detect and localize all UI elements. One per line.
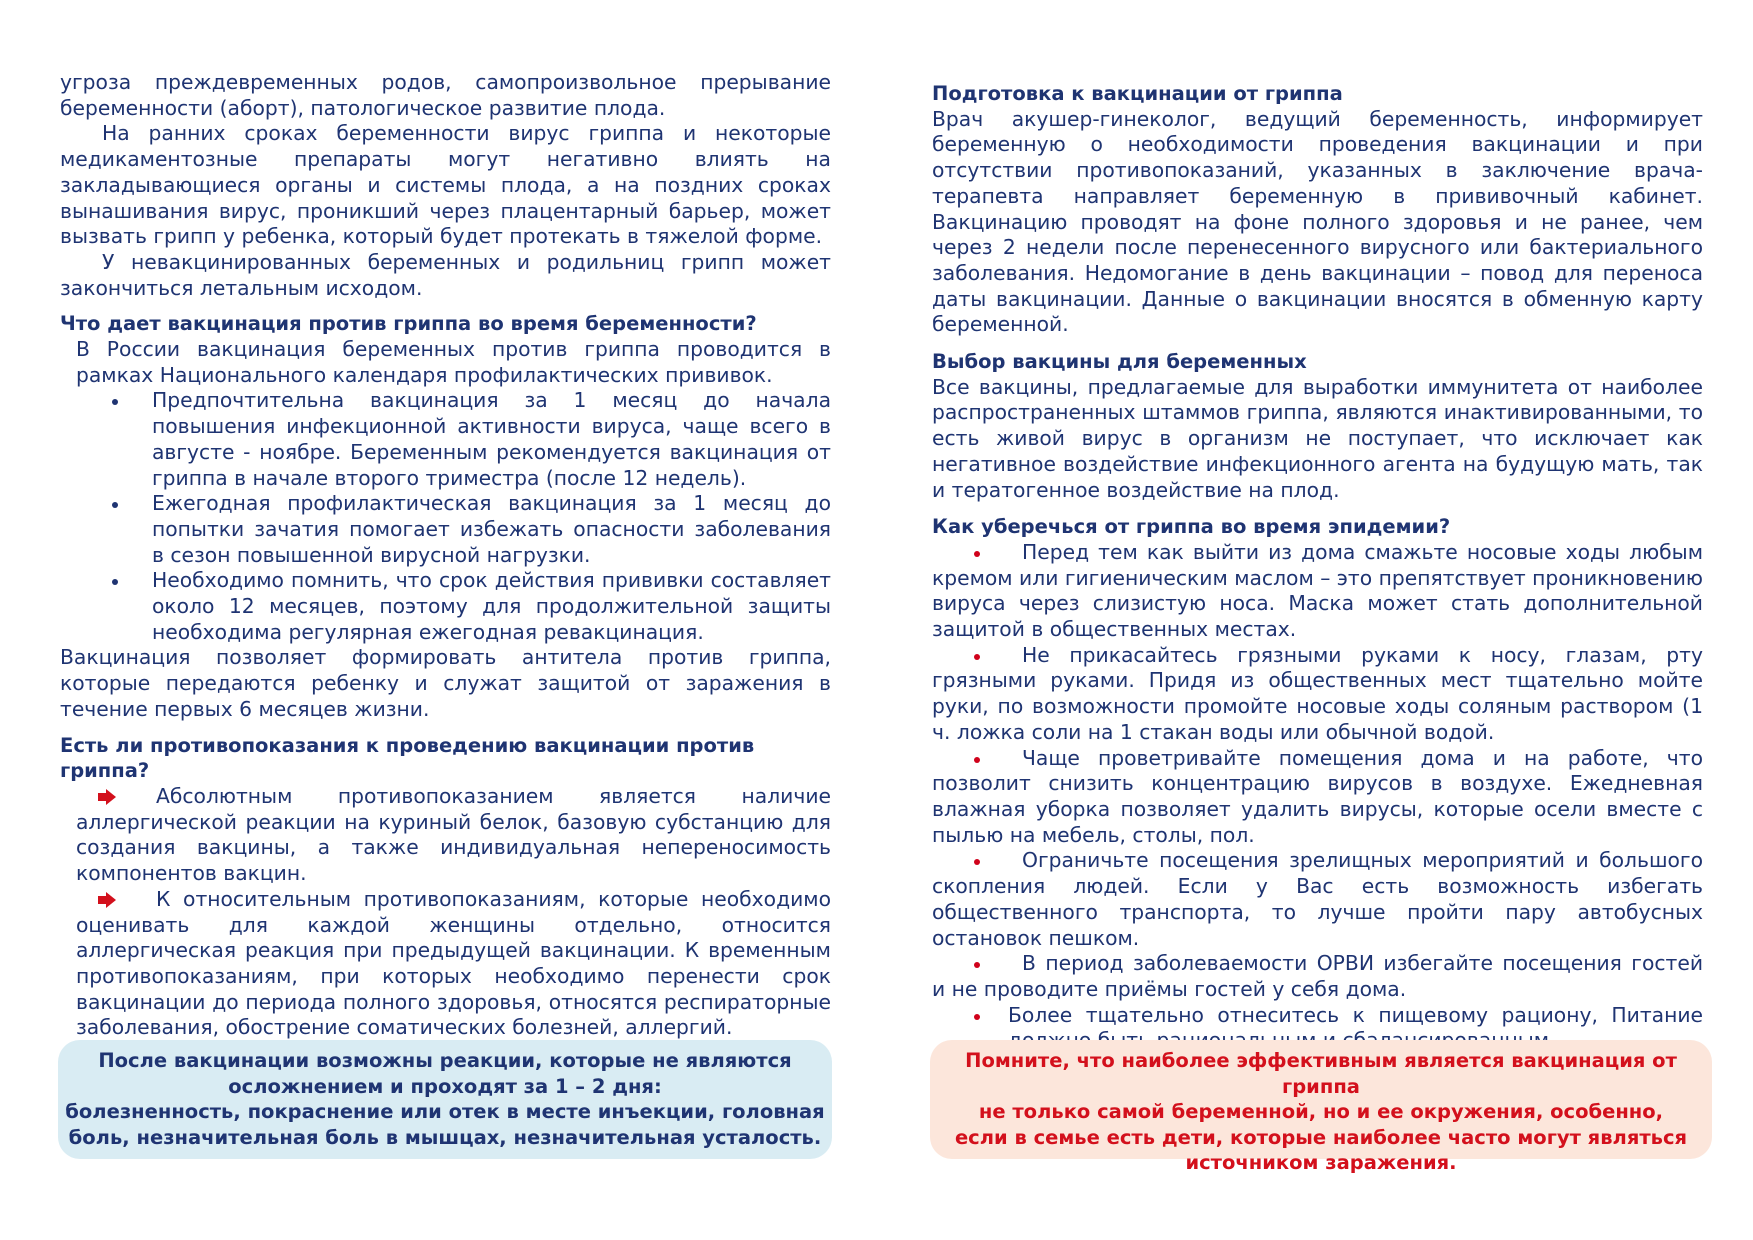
arrow-right-icon [98, 789, 116, 805]
left-column [60, 70, 831, 1041]
reactions-info-box [58, 1040, 832, 1159]
paragraph: Вакцинация позволяет формировать антитела против гриппа, которые передаются ребенку и служат защитой от заражения в течение первых 6 месяцев жизни. [60, 645, 831, 721]
list-item: Предпочтительна вакцинация за 1 месяц до начала повышения инфекционной активности вируса, чаще всего в августе - ноябре. Беременным рекомендуется вакцинация от гриппа в начале второго триместра (после 12 недель). [60, 388, 831, 491]
bullet-dot-icon [974, 654, 980, 660]
box-line: боль, незначительная боль в мышцах, незначительная усталость. [68, 1125, 822, 1149]
bullet-dot-icon [112, 399, 118, 405]
section-heading: Что дает вакцинация против гриппа во время беременности? [60, 312, 757, 336]
reminder-info-box [930, 1040, 1712, 1174]
list-item: Не прикасайтесь грязными руками к носу, глазам, рту грязными руками. Придя из общественных мест тщательно мойте руки, по возможности промойте носовые ходы соляным раствором (1 ч. ложка соли на 1 стакан воды или обычной водой. [932, 642, 1703, 744]
box-line: болезненность, покраснение или отек в месте инъекции, головная [65, 1100, 825, 1123]
list-item: Перед тем как выйти из дома смажьте носовые ходы любым кремом или гигиеническим маслом – это препятствует проникновению вируса через слизистую носа. Маска может стать дополнительной защитой в общественных местах. [932, 539, 1703, 642]
box-line: если в семье есть дети, которые наиболее часто могут являться [954, 1125, 1688, 1149]
list-item: Ограничьте посещения зрелищных мероприятий и большого скопления людей. Если у Вас есть возможность избегать общественного транспорта, то лучше пройти пару автобусных остановок пешком. [932, 848, 1703, 950]
box-line: не только самой беременной, но и ее окружения, особенно, [978, 1100, 1664, 1123]
bullet-dot-icon [974, 1014, 980, 1020]
box-line: источником заражения. [1185, 1151, 1457, 1174]
paragraph: Врач акушер-гинеколог, ведущий беременность, информирует беременную о необходимости проведения вакцинации и при отсутствии противопоказаний, указанных в заключение врача-терапевта направляет беременную в прививочный кабинет. Вакцинацию проводят на фоне полного здоровья и не ранее, чем через 2 недели после перенесенного вирусного или бактериального заболевания. Недомогание в день вакцинации – повод для переноса даты вакцинации. Данные о вакцинации вносятся в обменную карту беременной. [932, 106, 1703, 337]
list-item: Ежегодная профилактическая вакцинация за 1 месяц до попытки зачатия помогает избежать опасности заболевания в сезон повышенной вирусной нагрузки. [60, 491, 831, 568]
bullet-dot-icon [974, 962, 980, 968]
box-line: Помните, что наиболее эффективным является вакцинация от гриппа [965, 1049, 1677, 1098]
paragraph: На ранних сроках беременности вирус гриппа и некоторые медикаментозные препараты могут негативно влиять на закладывающиеся органы и системы плода, а на поздних сроках вынашивания вирус, проникший через плацентарный барьер, может вызвать грипп у ребенка, который будет протекать в тяжелой форме. [60, 121, 831, 249]
bullet-dot-icon [112, 579, 118, 585]
right-column [932, 70, 1703, 1054]
list-item: Абсолютным противопоказанием является наличие аллергической реакции на куриный белок, базовую субстанцию для создания вакцины, а также индивидуальная непереносимость компонентов вакцин. [76, 783, 831, 886]
section-heading: Выбор вакцины для беременных [932, 350, 1307, 374]
box-line: После вакцинации возможны реакции, которые не являются [98, 1049, 792, 1072]
list-item: Чаще проветривайте помещения дома и на работе, что позволит снизить концентрацию вирусов в воздухе. Ежедневная влажная уборка позволяет удалить вирусы, которые осели вместе с пылью на мебель, столы, пол. [932, 745, 1703, 847]
arrow-right-icon [98, 892, 116, 908]
list-item: Необходимо помнить, что срок действия прививки составляет около 12 месяцев, поэтому для продолжительной защиты необходима регулярная ежегодная ревакцинация. [60, 568, 831, 645]
paragraph: Все вакцины, предлагаемые для выработки иммунитета от наиболее распространенных штаммов гриппа, являются инактивированными, то есть живой вирус в организм не поступает, что исключает как негативное воздействие инфекционного агента на будущую мать, так и тератогенное воздействие на плод. [932, 374, 1703, 502]
paragraph: В России вакцинация беременных против гриппа проводится в рамках Национального календаря профилактических прививок. [76, 337, 831, 387]
list-item: К относительным противопоказаниям, которые необходимо оценивать для каждой женщины отдельно, относится аллергическая реакция при предыдущей вакцинации. К временным противопоказаниям, при которых необходимо перенести срок вакцинации до периода полного здоровья, относятся респираторные заболевания, обострение соматических болезней, аллергий. [76, 886, 831, 1040]
paragraph: угроза преждевременных родов, самопроизвольное прерывание беременности (аборт), патологическое развитие плода. [60, 70, 831, 120]
section-heading: Как уберечься от гриппа во время эпидемии? [932, 515, 1451, 539]
bullet-dot-icon [974, 757, 980, 763]
bullet-dot-icon [112, 502, 118, 508]
bullet-dot-icon [974, 551, 980, 557]
list-item: В период заболеваемости ОРВИ избегайте посещения гостей и не проводите приёмы гостей у себя дома. [932, 951, 1703, 1001]
section-heading: Есть ли противопоказания к проведению вакцинации против гриппа? [60, 733, 755, 783]
list-item: Более тщательно отнеситесь к пищевому рациону, Питание [932, 1003, 1703, 1054]
paragraph: У невакцинированных беременных и родильниц грипп может закончиться летальным исходом. [60, 249, 831, 300]
section-heading: Подготовка к вакцинации от гриппа [932, 82, 1343, 105]
bullet-dot-icon [974, 859, 980, 865]
box-line: осложнением и проходят за 1 – 2 дня: [228, 1074, 662, 1098]
